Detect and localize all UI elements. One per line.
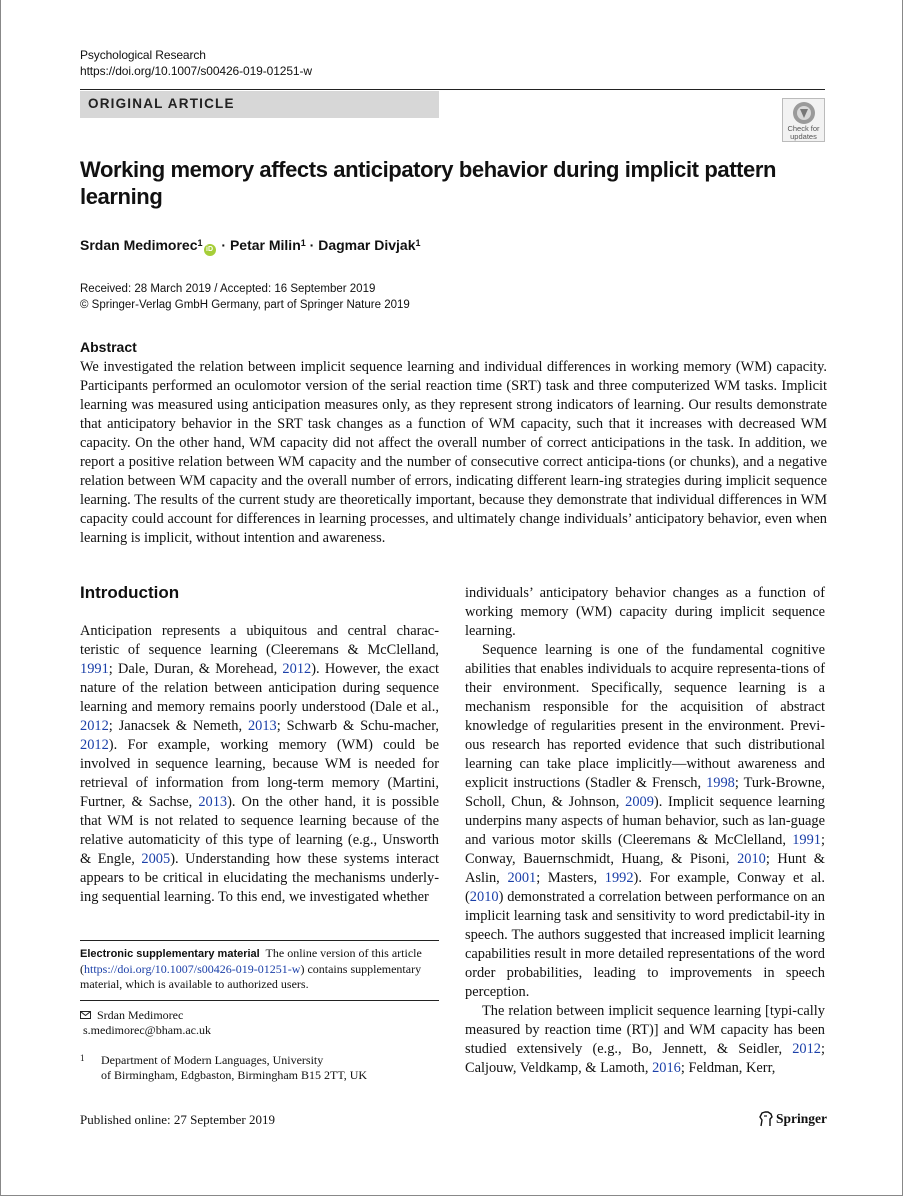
author-separator: · [217,237,230,253]
footnote-rule [80,1000,439,1001]
contact-name: Srdan Medimorec [97,1008,184,1022]
orcid-icon[interactable]: iD [204,244,216,256]
article-type-banner: ORIGINAL ARTICLE [80,91,439,118]
intro-paragraph [80,622,439,907]
affiliation-footnote [80,1053,439,1083]
author-separator: · [305,237,319,253]
author-name[interactable]: Dagmar Divjak [318,237,416,253]
esm-text: ) contains supplementary material, which is available to authorized users. [80,962,422,991]
citation-link[interactable]: 2010 [469,889,499,905]
author-name[interactable]: Srdan Medimorec [80,237,198,253]
author-list [80,236,421,256]
body-text: ; Caljouw, Veldkamp, & Lamoth, [465,1041,825,1076]
author-affiliation-sup: 1 [197,238,203,248]
citation-link[interactable]: 2005 [141,851,171,867]
body-text: Anticipation represents a ubiquitous and central charac-teristic of sequence learning (Cleeremans & McClelland, [80,623,439,658]
body-text: ). For example, working memory (WM) could be involved in sequence learning, because WM is needed for retrieval of information from long-term memory (Martini, Furtner, & Sachse, [80,737,439,810]
citation-link[interactable]: 2009 [625,794,654,810]
body-text: The relation between implicit sequence learning [typi-cally measured by reaction time (RT)] and WM capacity has been studied extensively (e.g., Bo, Jennett, & Seidler, [465,1003,825,1057]
affiliation-line: Department of Modern Languages, University [101,1053,324,1067]
supplementary-material-note [80,946,439,992]
check-updates-line2: updates [790,131,817,141]
citation-link[interactable]: 2012 [792,1041,821,1057]
intro-paragraph [465,584,825,641]
citation-link[interactable]: 2012 [80,737,109,753]
body-text: ). However, the exact nature of the relation between anticipation during sequence learning and memory remains poorly understood (Dale et al., [80,661,440,715]
body-text: ). For example, Conway et al. ( [465,870,825,905]
esm-text: The online version of this article ( [80,946,422,976]
journal-name: Psychological Research [80,48,206,62]
citation-link[interactable]: 2012 [80,718,109,734]
body-text: ; Schwarb & Schu-macher, [276,718,440,734]
introduction-heading: Introduction [80,583,180,602]
journal-header [80,47,312,79]
copyright-line: © Springer-Verlag GmbH Germany, part of Springer Nature 2019 [80,299,410,311]
citation-link[interactable]: 2013 [247,718,277,734]
footnote-rule [80,940,439,941]
body-text: ; Feldman, Kerr, [680,1060,776,1076]
publisher-name: Springer [776,1111,828,1126]
body-text: ; Janacsek & Nemeth, [108,718,248,734]
body-text: individuals’ anticipatory behavior changes as a function of working memory (WM) capacity during implicit sequence learning. [465,585,825,639]
intro-paragraph [465,641,825,1002]
author-affiliation-sup: 1 [300,238,306,248]
header-rule [80,89,825,90]
citation-link[interactable]: 2016 [652,1060,681,1076]
author-name[interactable]: Petar Milin [229,237,301,253]
envelope-icon [80,1011,91,1019]
abstract-text: We investigated the relation between implicit sequence learning and individual differences in working memory (WM) capacity. Participants performed an oculomotor version of the serial reaction time (SRT) task and three computerized WM tasks. Implicit learning was measured using anticipation measures only, as they represent strong indicators of learning. Our results demonstrate that anticipatory behavior in the SRT task changes as a function of WM capacity, such that it increases with decreased WM capacity. On the other hand, WM capacity did not affect the overall number of correct anticipations in the task. In addition, we report a positive relation between WM capacity and the number of consecutive correct anticipa-tions (or chunks), and a negative relation between WM capacity and the overall number of errors, indicating different learn-ing strategies during implicit sequence learning. The results of the current study are theoretically important, because they demonstrate that individual differences in WM capacity could account for differences in learning processes, and ultimately change individuals’ anticipatory behavior, even when learning is implicit, without intention and awareness. [80,359,827,546]
esm-label: Electronic supplementary material [80,948,260,960]
citation-link[interactable]: 2012 [282,661,312,677]
body-text: Sequence learning is one of the fundamental cognitive abilities that enables individuals to acquire representa-tions of their environment. Specifically, sequence learning is a mechanism responsible for the acquisition of abstract knowledge of regularities present in the environment. Previ-ous research has reported evidence that such distributional learning can take place implicitly—without awareness and explicit instructions (Stadler & Frensch, [465,642,825,791]
affiliation-number: 1 [80,1053,85,1063]
corresponding-author [80,1008,439,1038]
springer-horse-icon [759,1111,773,1127]
body-text: ; Conway, Bauernschmidt, Huang, & Pisoni, [465,832,825,867]
affiliation-line: of Birmingham, Edgbaston, Birmingham B15 2TT, UK [101,1068,368,1082]
check-updates-icon [792,101,816,125]
body-text: ). On the other hand, it is possible that WM is not related to sequence learning because of the relative automaticity of this type of learning (e.g., Unsworth & Engle, [80,794,439,867]
journal-doi[interactable]: https://doi.org/10.1007/s00426-019-01251-w [80,64,312,78]
article-title: Working memory affects anticipatory behavior during implicit pattern learning [80,157,777,209]
intro-paragraph [465,1002,825,1078]
esm-link[interactable]: https://doi.org/10.1007/s00426-019-01251-w [84,962,301,976]
citation-link[interactable]: 1998 [706,775,735,791]
body-text: ). Understanding how these systems interact appears to be critical in elucidating the mechanisms underly-ing sequential learning. To this end, we investigated whether [80,851,439,905]
abstract-heading: Abstract [80,339,137,355]
citation-link[interactable]: 2013 [198,794,228,810]
citation-link[interactable]: 1992 [604,870,634,886]
intro-right-column [465,584,825,1078]
author-affiliation-sup: 1 [415,238,421,248]
body-text: ; Masters, [536,870,605,886]
publisher-logo [759,1111,827,1127]
body-text: ; Dale, Duran, & Morehead, [108,661,283,677]
body-text: ) demonstrated a correlation between performance on an implicit learning task and sensitivity to word predictabil-ity in speech. The authors suggested that increased implicit learning capabilities result in more detailed representations of the word order probabilities, leading to improvements in speech perception. [465,889,825,1000]
article-dates [80,281,410,313]
contact-email[interactable]: s.medimorec@bham.ac.uk [83,1023,212,1037]
body-text: ). Implicit sequence learning underpins many aspects of human behavior, such as lan-guage and various motor skills (Cleeremans & McClelland, [465,794,825,848]
citation-link[interactable]: 2010 [737,851,766,867]
received-accepted: Received: 28 March 2019 / Accepted: 16 September 2019 [80,283,376,295]
citation-link[interactable]: 2001 [507,870,537,886]
citation-link[interactable]: 1991 [80,661,109,677]
body-text: ; Turk-Browne, Scholl, Chun, & Johnson, [465,775,825,810]
body-text: ; Hunt & Aslin, [465,851,825,886]
citation-link[interactable]: 1991 [792,832,821,848]
check-updates-line1: Check for [787,124,820,133]
published-online: Published online: 27 September 2019 [80,1112,275,1127]
check-for-updates-badge[interactable] [782,98,825,142]
intro-left-column [80,622,439,907]
